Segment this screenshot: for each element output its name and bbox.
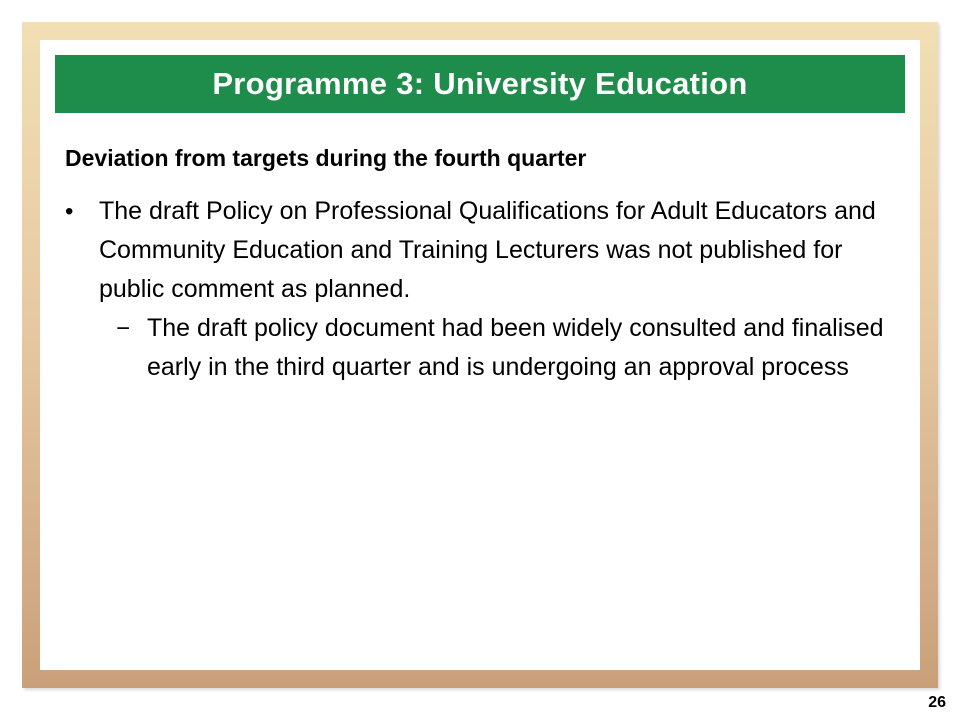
sub-bullet-marker: − <box>115 315 130 342</box>
sub-bullet-text: The draft policy document had been widely consulted and finalised early in the third quarter and is undergoing an approval process <box>147 314 884 381</box>
bullet-item <box>65 192 895 309</box>
title-bar <box>55 55 905 113</box>
section-heading: Deviation from targets during the fourth quarter <box>65 145 587 171</box>
bullet-text: The draft Policy on Professional Qualifications for Adult Educators and Community Education and Training Lecturers was not published for public comment as planned. <box>99 197 876 303</box>
sub-bullet-item <box>99 309 895 387</box>
slide-body <box>65 145 895 387</box>
slide-title: Programme 3: University Education <box>212 66 748 101</box>
bullet-marker: • <box>65 198 74 225</box>
page-number: 26 <box>928 694 946 711</box>
